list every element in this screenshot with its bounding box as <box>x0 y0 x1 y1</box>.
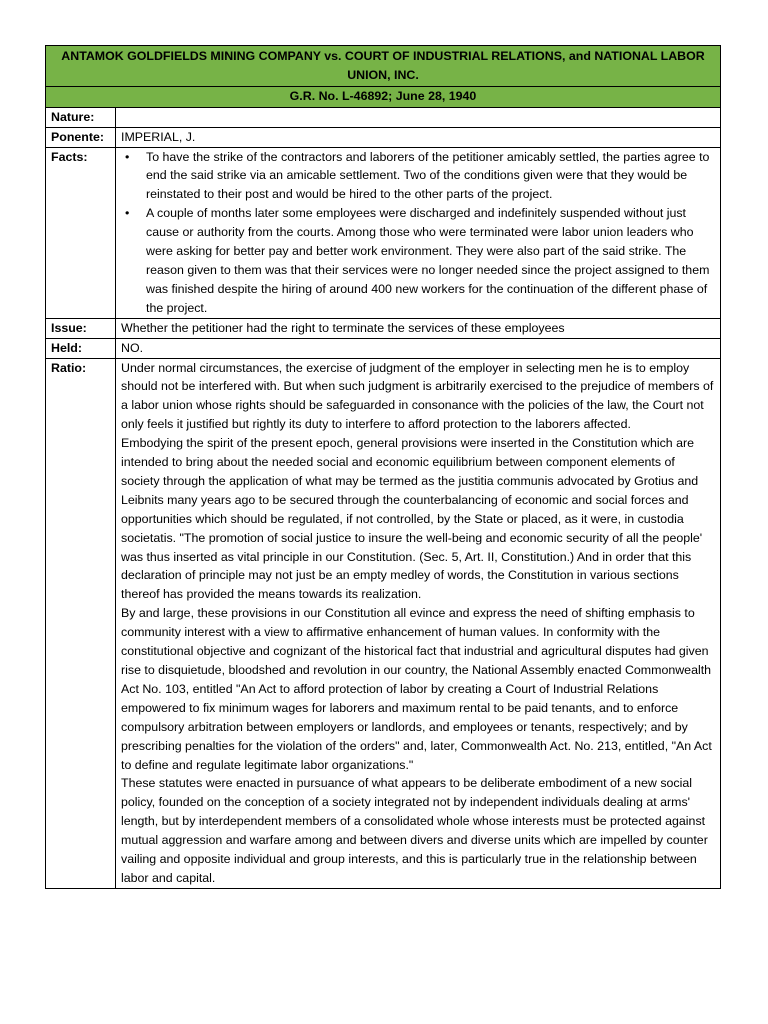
gr-number: G.R. No. L-46892; June 28, 1940 <box>46 86 721 107</box>
issue-value: Whether the petitioner had the right to terminate the services of these employees <box>116 318 721 338</box>
held-label: Held: <box>46 338 116 358</box>
nature-row <box>46 107 721 127</box>
issue-label: Issue: <box>46 318 116 338</box>
ratio-paragraph: These statutes were enacted in pursuance of what appears to be deliberate embodiment of a new social policy, founded on the conception of a society integrated not by independent individuals dealing at arms' length, but by interdependent members of a consolidated whole whose interests must be protected against mutual aggression and warfare among and between divers and diverse units which are impelled by counter vailing and opposite individual and group interests, and this is particularly true in the relationship between labor and capital. <box>121 776 708 885</box>
ratio-label: Ratio: <box>46 358 116 888</box>
header-gr-row <box>46 86 721 107</box>
ponente-label: Ponente: <box>46 127 116 147</box>
ratio-row <box>46 358 721 888</box>
case-digest-table <box>45 45 721 889</box>
ponente-value: IMPERIAL, J. <box>116 127 721 147</box>
facts-list <box>121 148 716 318</box>
facts-value <box>116 147 721 318</box>
facts-label: Facts: <box>46 147 116 318</box>
facts-item: • A couple of months later some employees were discharged and indefinitely suspended without just cause or authority from the courts. Among those who were terminated were labor union leaders who were asking for better pay and better work environment. They were also part of the said strike. The reason given to them was that their services were no longer needed since the project assigned to them was finished despite the hiring of around 400 new workers for the continuation of the different phase of the project. <box>146 204 716 317</box>
facts-row <box>46 147 721 318</box>
case-title: ANTAMOK GOLDFIELDS MINING COMPANY vs. COURT OF INDUSTRIAL RELATIONS, and NATIONAL LABOR UNION, INC. <box>46 46 721 87</box>
header-title-row <box>46 46 721 87</box>
issue-row <box>46 318 721 338</box>
nature-label: Nature: <box>46 107 116 127</box>
held-value: NO. <box>116 338 721 358</box>
ponente-row <box>46 127 721 147</box>
nature-value <box>116 107 721 127</box>
ratio-value <box>116 358 721 888</box>
ratio-paragraph: Embodying the spirit of the present epoch, general provisions were inserted in the Constitution which are intended to bring about the needed social and economic equilibrium between component elements of society through the application of what may be termed as the justitia communis advocated by Grotius and Leibnits many years ago to be secured through the counterbalancing of economic and social forces and opportunities which should be regulated, if not controlled, by the State or placed, as it were, in custodia societatis. "The promotion of social justice to insure the well-being and economic security of all the people' was thus inserted as vital principle in our Constitution. (Sec. 5, Art. II, Constitution.) And in order that this declaration of principle may not just be an empty medley of words, the Constitution in various sections thereof has provided the means towards its realization. <box>121 436 703 602</box>
held-row <box>46 338 721 358</box>
ratio-paragraph: Under normal circumstances, the exercise of judgment of the employer in selecting men he is to employ should not be interfered with. But when such judgment is arbitrarily exercised to the prejudice of members of a labor union whose rights should be safeguarded in consonance with the policies of the law, the Court not only feels it justified but rightly its duty to interfere to afford protection to the laborers affected. <box>121 360 714 432</box>
ratio-paragraph: By and large, these provisions in our Constitution all evince and express the need of shifting emphasis to community interest with a view to affirmative enhancement of human values. In conformity with the constitutional objective and cognizant of the historical fact that industrial and agricultural disputes had given rise to disquietude, bloodshed and revolution in our country, the National Assembly enacted Commonwealth Act No. 103, entitled "An Act to afford protection of labor by creating a Court of Industrial Relations empowered to fix minimum wages for laborers and maximum rental to be paid tenants, and to enforce compulsory arbitration between employers or landlords, and employees or tenants, respectively; and by prescribing penalties for the violation of the orders" and, later, Commonwealth Act. No. 213, entitled, "An Act to define and regulate legitimate labor organizations." <box>121 606 712 772</box>
facts-item: • To have the strike of the contractors and laborers of the petitioner amicably settled, the parties agree to end the said strike via an amicable settlement. Two of the conditions given were that they would be reinstated to their post and would be hired to the other parts of the project. <box>146 148 716 205</box>
